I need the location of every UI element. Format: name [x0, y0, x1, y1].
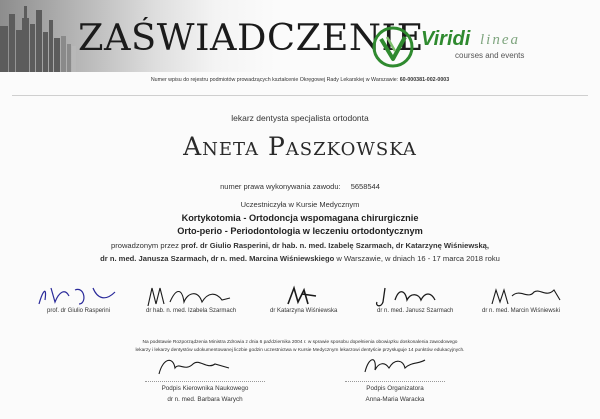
signature-i-szarmach [140, 282, 250, 322]
participation-text: Uczestniczyła w Kursie Medycznym [240, 200, 360, 209]
signatory-name: dr n. med. Janusz Szarmach [377, 308, 454, 314]
viridi-logo [371, 25, 561, 73]
lecturers-bold-1: prof. dr Giulio Rasperini, dr hab. n. med. Izabelę Szarmach, dr Katarzynę Wiśniewską, [181, 241, 490, 250]
signatory-name: prof. dr Giulio Rasperini [47, 308, 111, 314]
license-number: 5658544 [350, 182, 380, 191]
led-prefix: prowadzonym przez [110, 241, 182, 250]
signature-j-szarmach [365, 282, 475, 322]
signature-line [345, 381, 445, 382]
scientific-head-signature [145, 352, 265, 418]
lecturers-line-1 [0, 241, 600, 250]
ministry-note-line-1: Na podstawie Rozporządzenia Ministra Zdrowia z dnia 6 października 2004 r. w sprawie sposobu dopełnienia obowiązku doskonalenia zawodowego [142, 340, 458, 345]
lecturer-signatures [25, 282, 580, 322]
registry-label: Numer wpisu do rejestru podmiotów prowadzących kształcenie Okręgowej Rady Lekarskiej w Warszawie: [150, 77, 399, 83]
certificate-title: ZAŚWIADCZENIE [78, 18, 424, 59]
license-label: numer prawa wykonywania zawodu: [220, 182, 341, 191]
organizer-name: Anna-Maria Waracka [365, 396, 425, 403]
logo-script: linea [480, 32, 520, 48]
signatory-name: dr hab. n. med. Izabela Szarmach [146, 308, 237, 314]
signatory-name: dr Katarzyna Wiśniewska [270, 308, 338, 314]
signature-rasperini [25, 282, 135, 322]
course-title-1: Kortykotomia - Ortodoncja wspomagana chirurgicznie [181, 213, 419, 223]
signatory-name: dr n. med. Marcin Wiśniewski [482, 308, 561, 314]
viridi-leaf-icon [371, 25, 415, 69]
recipient-name: Aneta Paszkowska [183, 132, 417, 161]
registry-line [0, 77, 600, 83]
scientific-head-name: dr n. med. Barbara Warych [167, 396, 243, 403]
scientific-head-role: Podpis Kierownika Naukowego [161, 385, 249, 392]
ministry-note-line-2: lekarzy i lekarzy dentystów udokumentowanej liczbie godzin uczestnictwa w Kursie Medycznym lekarzowi dentyście przysługuje 14 punktów edukacyjnych. [135, 348, 465, 353]
ministry-note [0, 339, 600, 355]
recipient-profession: lekarz dentysta specjalista ortodonta [231, 113, 369, 123]
place-dates: w Warszawie, w dniach 16 - 17 marca 2018 roku [334, 254, 500, 263]
lecturers-line-2 [0, 254, 600, 263]
logo-name: Viridi [421, 28, 471, 50]
license-line [0, 182, 600, 191]
registry-number: 60-000381-002-0003 [399, 77, 450, 83]
organizer-signature [345, 352, 445, 418]
signature-line [145, 381, 265, 382]
lecturers-bold-2: dr n. med. Janusza Szarmach, dr n. med. Marcina Wiśniewskiego [100, 254, 335, 263]
signature-m-wisniewski [480, 282, 580, 322]
signature-k-wisniewska [260, 282, 360, 322]
organizer-role: Podpis Organizatora [366, 385, 424, 392]
course-title-2: Orto-perio - Periodontologia w leczeniu ortodontycznym [177, 226, 423, 236]
logo-subtitle: courses and events [455, 51, 525, 60]
header-divider [12, 95, 588, 96]
